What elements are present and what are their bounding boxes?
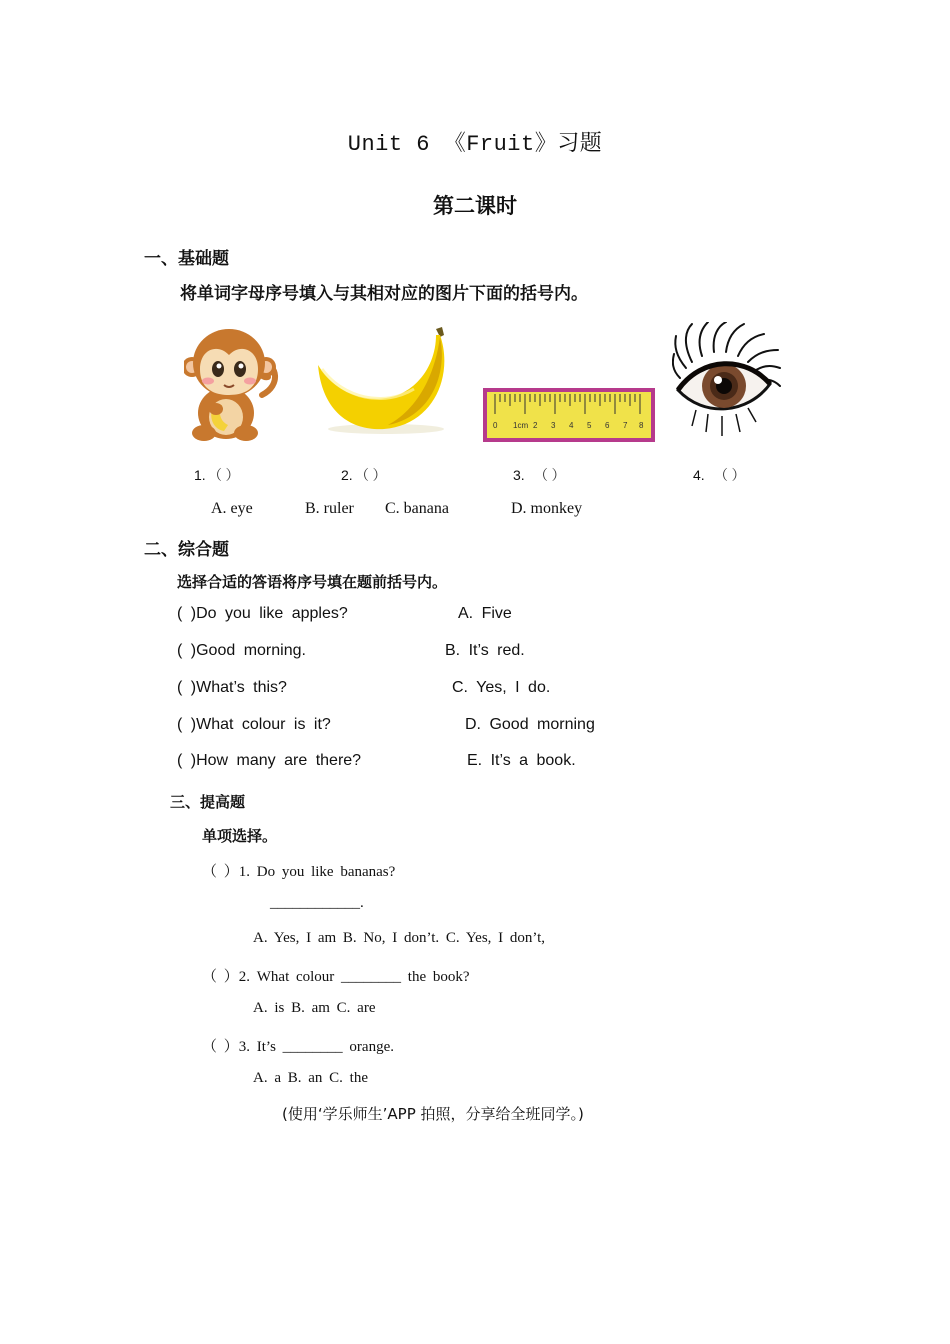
word-option-c: C. banana xyxy=(385,500,449,517)
svg-text:2: 2 xyxy=(533,421,538,430)
choice-question-3-options: A. a B. an C. the xyxy=(253,1070,368,1086)
eye-icon xyxy=(672,322,782,440)
svg-text:7: 7 xyxy=(623,421,628,430)
monkey-icon xyxy=(184,325,280,443)
ruler-icon xyxy=(483,388,655,442)
svg-text:1cm: 1cm xyxy=(513,421,529,430)
section3-heading: 三、提高题 xyxy=(170,793,246,811)
picture-1-answer-blank[interactable]: （ ） xyxy=(208,469,240,484)
match-question-2: ( )Good morning. xyxy=(177,642,306,659)
svg-text:6: 6 xyxy=(605,421,610,430)
match-answer-d: D. Good morning xyxy=(465,716,595,733)
choice-question-2-options: A. is B. am C. are xyxy=(253,1000,376,1016)
page-title: Unit 6 《Fruit》习题 xyxy=(347,132,603,157)
section2-instruction: 选择合适的答语将序号填在题前括号内。 xyxy=(177,573,448,591)
match-question-5: ( )How many are there? xyxy=(177,752,362,769)
picture-4-answer-blank[interactable]: （ ） xyxy=(714,469,746,484)
word-option-d: D. monkey xyxy=(511,500,583,517)
word-option-b: B. ruler xyxy=(305,500,354,517)
match-answer-c: C. Yes, I do. xyxy=(452,679,551,696)
match-question-4: ( )What colour is it? xyxy=(177,716,331,733)
word-option-a: A. eye xyxy=(211,500,253,517)
choice-question-2: （ ）2. What colour ________ the book? xyxy=(202,969,470,985)
choice-question-1-blank[interactable]: ____________. xyxy=(270,895,364,911)
choice-question-1: （ ）1. Do you like bananas? xyxy=(202,864,396,880)
section2-heading: 二、综合题 xyxy=(144,540,229,560)
picture-2-answer-blank[interactable]: （ ） xyxy=(355,469,387,484)
section3-instruction: 单项选择。 xyxy=(202,827,278,845)
picture-3-answer-blank[interactable]: （ ） xyxy=(534,469,566,484)
page-subtitle: 第二课时 xyxy=(433,194,517,218)
footer-note: (使用‘学乐师生’APP 拍照，分享给全班同学。) xyxy=(282,1105,584,1123)
svg-text:3: 3 xyxy=(551,421,556,430)
match-answer-e: E. It’s a book. xyxy=(467,752,576,769)
picture-2-number: 2. xyxy=(341,467,353,483)
picture-4-number: 4. xyxy=(693,467,705,483)
match-question-1: ( )Do you like apples? xyxy=(177,605,348,622)
picture-3-number: 3. xyxy=(513,467,525,483)
picture-1-number: 1. xyxy=(194,467,206,483)
svg-text:5: 5 xyxy=(587,421,592,430)
svg-text:8: 8 xyxy=(639,421,644,430)
svg-text:4: 4 xyxy=(569,421,574,430)
match-answer-a: A. Five xyxy=(458,605,512,622)
svg-text:0: 0 xyxy=(493,421,498,430)
choice-question-3: （ ）3. It’s ________ orange. xyxy=(202,1039,394,1055)
match-answer-b: B. It’s red. xyxy=(445,642,525,659)
choice-question-1-options: A. Yes, I am B. No, I don’t. C. Yes, I don’t, xyxy=(253,930,546,946)
match-question-3: ( )What’s this? xyxy=(177,679,287,696)
section1-instruction: 将单词字母序号填入与其相对应的图片下面的括号内。 xyxy=(180,284,588,304)
banana-icon xyxy=(314,325,454,437)
section1-heading: 一、基础题 xyxy=(144,249,229,269)
